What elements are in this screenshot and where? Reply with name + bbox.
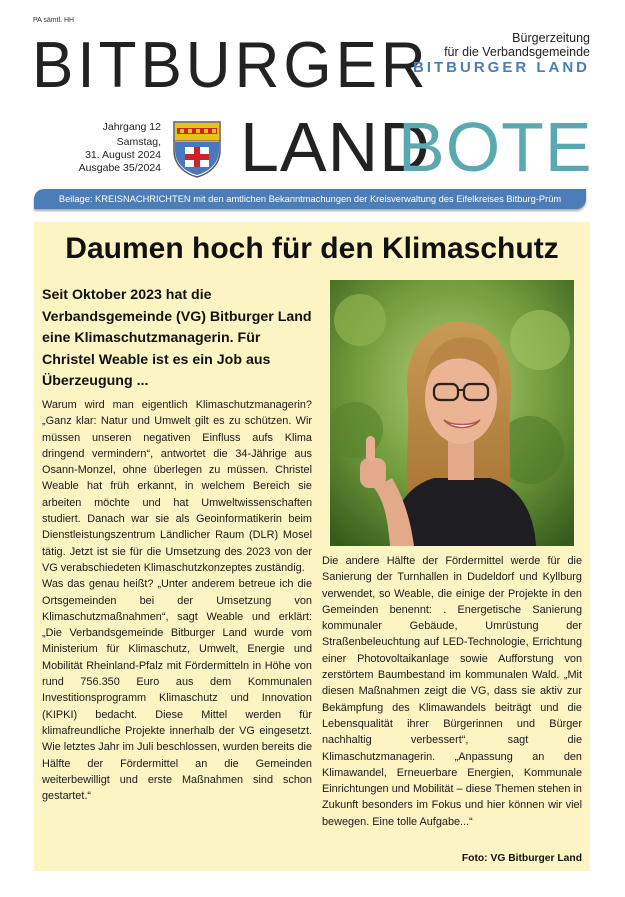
article-box (34, 222, 590, 871)
article-column-1 (42, 397, 312, 804)
masthead-title-bote: BOTE (398, 108, 593, 186)
issue-number: Ausgabe 35/2024 (78, 162, 161, 174)
article-column-2 (322, 553, 582, 830)
article-paragraph: Die andere Hälfte der Fördermittel werde für die Sanierung der Turnhallen in Dudeldorf und Kyllburg verwendet, so Weable, die einige der Projekte in den Gemeinden benennt: . Energetische Sanierung kommunaler Gebäude, Umrüstung der Straßenbeleuchtung auf LED-Technologie, Errichtung einer Photovoltaikanlage sowie Aufforstung von zerstörtem Baumbestand im kommunalen Wald. „Mit diesen Maßnahmen zeigt die VG, dass sie aktiv zur Bekämpfung des Klimawandels beiträgt und die Lebensqualität ihrer Bürgerinnen und Bürger nachhaltig verbessert“, sagt die Klimaschutzmanagerin. „Anpassung an den Klimawandel, Erneuerbare Energien, Kommunale Einrichtungen und Mobilität – diese Themen stehen in Zukunft besonders im Fokus und hier können wir viel bewegen. Eine tolle Aufgabe...“ (322, 555, 582, 828)
article-paragraph: Was das genau heißt? „Unter anderem betreue ich die Ortsgemeinden bei der Umsetzung von Klimaschutzmaßnahmen“, sagt Weable und erklärt: „Die Verbandsgemeinde Bitburger Land wurde vom Ministerium für Klimaschutz, Umwelt, Energie und Mobilität Rheinland-Pfalz mit Fördermitteln in Höhe von rund 756.350 Euro aus dem Kommunalen Investitionsprogramm Klimaschutz und Innovation (KIPKI) bedacht. Diese Mittel werden für klimafreundliche Projekte innerhalb der VG eingesetzt. Wie letztes Jahr im Juli beschlossen, wurden bereits die Hälfte der Fördermittel an die Gemeinden weiterbewilligt und erste Maßnahmen sind schon gestartet.“ (42, 578, 312, 803)
coat-of-arms-icon (172, 120, 222, 178)
article-lead: Seit Oktober 2023 hat die Verbandsgemeinde (VG) Bitburger Land eine Klimaschutzmanagerin. Für Christel Weable ist es ein Job aus Überzeugung ... (42, 287, 312, 389)
region-name: BITBURGER LAND (413, 59, 590, 76)
photo-credit: Foto: VG Bitburger Land (461, 853, 582, 864)
article-paragraph: Warum wird man eigentlich Klimaschutzmanagerin? „Ganz klar: Natur und Umwelt gilt es zu schützen. Wir müssen unseren negativen Einfluss aufs Klima dringend vermindern“, antwortet die 34-Jährige aus Osann-Monzel, ohne überlegen zu müssen. Christel Weable hat früh erkannt, in welchem Bereich sie arbeiten möchte und hat Umweltwissenschaften studiert. Danach war sie als Geoinformatikerin beim Dienstleistungszentrum Ländlicher Raum (DLR) Mosel tätig. Jetzt ist sie für die Umsetzung des 2023 von der VG verabschiedeten Klimaschutzkonzeptes zuständig. (42, 399, 312, 574)
issue-year: Jahrgang 12 (102, 121, 161, 133)
issue-date: 31. August 2024 (85, 149, 161, 161)
article-headline: Daumen hoch für den Klimaschutz (65, 232, 559, 265)
supplement-banner: Beilage: KREISNACHRICHTEN mit den amtlichen Bekanntmachungen der Kreisverwaltung des Eifelkreises Bitburg-Prüm (34, 189, 586, 209)
masthead-title-bitburger: BITBURGER (32, 29, 430, 102)
tagline-line-1: Bürgerzeitung (512, 31, 590, 45)
tagline-line-2: für die Verbandsgemeinde (444, 45, 590, 59)
issue-day: Samstag, (116, 136, 161, 148)
pa-note: PA sämtl. HH (33, 17, 75, 24)
portrait-photo (330, 280, 574, 546)
masthead-title-land: LAND (240, 108, 431, 186)
